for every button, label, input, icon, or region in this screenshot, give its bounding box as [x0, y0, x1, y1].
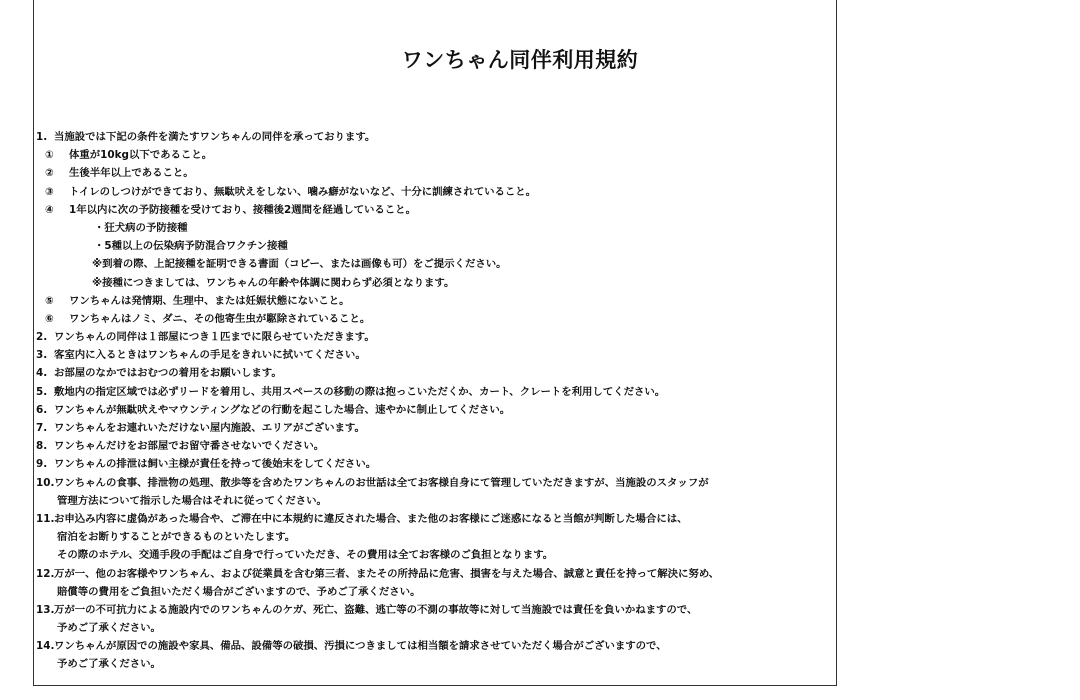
term-item-9 [36, 455, 816, 473]
condition-item-1 [36, 146, 816, 164]
term-item-11 [36, 510, 816, 528]
vaccine-bullet-combination: ・5種以上の伝染病予防混合ワクチン接種 [94, 240, 288, 253]
item-number: 5. [36, 385, 48, 398]
condition-item-6 [36, 310, 816, 328]
item-number: 13. [36, 603, 55, 616]
term-item-2 [36, 328, 816, 346]
item-text: 当施設では下記の条件を満たすワンちゃんの同伴を承っております。 [54, 131, 376, 143]
condition-text: 1年以内に次の予防接種を受けており、接種後2週間を経過していること。 [69, 203, 416, 216]
condition-number: ③ [45, 185, 54, 198]
item-number: 3. [36, 349, 48, 362]
item-number: 14. [36, 640, 55, 653]
item-text: ワンちゃんの食事、排泄物の処理、散歩等を含めたワンちゃんのお世話は全てお客様自身にて管理していただきますが、当施設のスタッフが [54, 476, 709, 489]
term-item-10-continuation: 管理方法について指示した場合はそれに従ってください。 [57, 494, 327, 507]
term-item-14 [36, 637, 816, 655]
term-item-13 [36, 601, 816, 619]
term-item-3 [36, 346, 816, 364]
item-text: お申込み内容に虚偽があった場合や、ご滞在中に本規約に違反された場合、また他のお客様にご迷惑になると当館が判断した場合には、 [54, 512, 688, 525]
term-item-12-continuation: 賠償等の費用をご負担いただく場合がございますので、予めご了承ください。 [57, 585, 421, 598]
condition-number: ① [45, 149, 54, 162]
item-text: ワンちゃんが原因での施設や家具、備品、設備等の破損、汚損につきましては相当額を請求させていただく場合がございますので、 [54, 640, 667, 653]
condition-item-2 [36, 164, 816, 182]
item-text: 万が一の不可抗力による施設内でのワンちゃんのケガ、死亡、盗難、逃亡等の不測の事故等に対して当施設では責任を負いかねますので、 [54, 603, 698, 616]
condition-item-4 [36, 201, 816, 219]
term-item-10 [36, 474, 816, 492]
vaccine-note-certificate: ※到着の際、上記接種を証明できる書面（コピー、または画像も可）をご提示ください。 [92, 258, 507, 271]
item-text: お部屋のなかではおむつの着用をお願いします。 [54, 367, 282, 380]
item-number: 8. [36, 440, 48, 453]
condition-number: ② [45, 167, 54, 180]
item-text: ワンちゃんの排泄は飼い主様が責任を持って後始末をしてください。 [54, 458, 377, 471]
term-item-4 [36, 364, 816, 382]
item-number: 4. [36, 367, 48, 380]
condition-text: トイレのしつけができており、無駄吠えをしない、噛み癖がないなど、十分に訓練されていること。 [69, 185, 537, 198]
item-number: 9. [36, 458, 48, 471]
term-item-12 [36, 565, 816, 583]
term-item-6 [36, 401, 816, 419]
item-number: 7. [36, 422, 48, 434]
term-item-13-continuation: 予めご了承ください。 [57, 622, 161, 635]
item-text: 敷地内の指定区域では必ずリードを着用し、共用スペースの移動の際は抱っこいただくか、カート、クレートを利用してください。 [54, 385, 666, 398]
condition-item-3 [36, 183, 816, 201]
item-number: 10. [36, 476, 55, 489]
term-item-8 [36, 437, 816, 455]
term-item-14-continuation: 予めご了承ください。 [57, 658, 161, 671]
vaccine-bullet-rabies: ・狂犬病の予防接種 [94, 221, 188, 234]
item-number: 12. [36, 567, 55, 580]
vaccine-note-required: ※接種につきましては、ワンちゃんの年齢や体調に関わらず必須となります。 [92, 276, 455, 289]
condition-number: ④ [45, 203, 54, 216]
item-text: ワンちゃんの同伴は１部屋につき１匹までに限らせていただきます。 [54, 331, 375, 344]
condition-number: ⑤ [45, 294, 54, 307]
term-item-11-continuation: その際のホテル、交通手段の手配はご自身で行っていただき、その費用は全てお客様のご負担となります。 [57, 549, 554, 562]
item-text: ワンちゃんをお連れいただけない屋内施設、エリアがございます。 [54, 422, 365, 434]
item-number: 6. [36, 403, 48, 416]
item-number: 11. [36, 512, 55, 525]
document-title: ワンちゃん同伴利用規約 [401, 48, 639, 72]
item-number: 1. [36, 131, 48, 143]
terms-list [36, 128, 816, 674]
condition-text: ワンちゃんはノミ、ダニ、その他寄生虫が駆除されていること。 [69, 312, 371, 325]
item-text: 客室内に入るときはワンちゃんの手足をきれいに拭いてください。 [54, 349, 366, 362]
term-item-7 [36, 419, 816, 437]
condition-text: 生後半年以上であること。 [69, 167, 194, 180]
term-item-5 [36, 383, 816, 401]
term-item-1 [36, 128, 816, 146]
item-text: 万が一、他のお客様やワンちゃん、および従業員を含む第三者、またその所持品に危害、損害を与えた場合、誠意と責任を持って解決に努め、 [54, 567, 720, 580]
term-item-11-continuation: 宿泊をお断りすることができるものといたします。 [57, 531, 296, 544]
item-text: ワンちゃんが無駄吠えやマウンティングなどの行動を起こした場合、速やかに制止してください。 [54, 403, 511, 416]
item-number: 2. [36, 331, 48, 344]
condition-text: 体重が10kg以下であること。 [69, 149, 213, 162]
condition-number: ⑥ [45, 312, 54, 325]
condition-text: ワンちゃんは発情期、生理中、または妊娠状態にないこと。 [69, 294, 350, 307]
condition-item-5 [36, 292, 816, 310]
item-text: ワンちゃんだけをお部屋でお留守番させないでください。 [54, 440, 325, 453]
